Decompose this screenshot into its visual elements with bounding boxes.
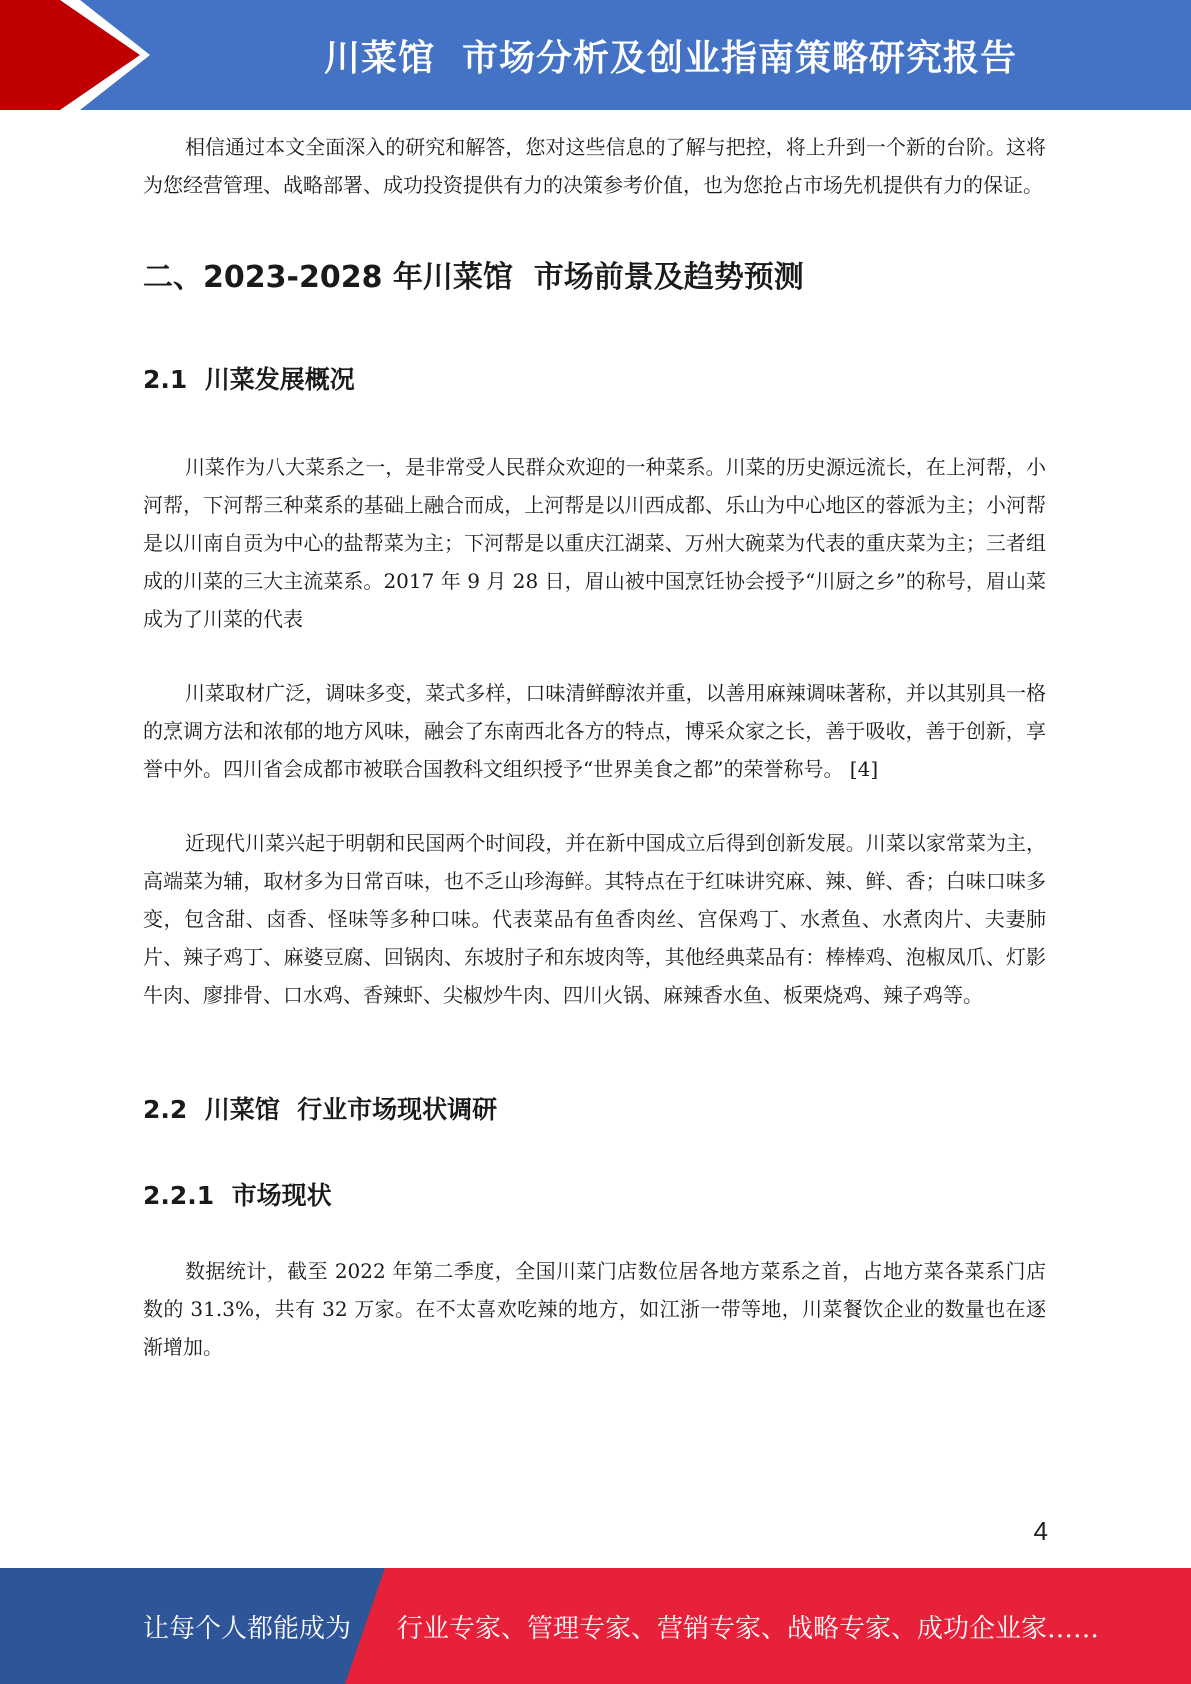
section-2-2-1-heading: 2.2.1 市场现状 [143,1181,332,1210]
paragraph-2-1-b: 川菜取材广泛，调味多变，菜式多样，口味清鲜醇浓并重，以善用麻辣调味著称，并以其别具一格的烹调方法和浓郁的地方风味，融会了东南西北各方的特点，博采众家之长，善于吸收，善于创新，享誉中外。四川省会成都市被联合国教科文组织授予“世界美食之都”的荣誉称号。 [4] [143,681,1046,781]
page-number: 4 [1033,1516,1048,1546]
page-header [0,0,1191,110]
intro-paragraph: 相信通过本文全面深入的研究和解答，您对这些信息的了解与把控，将上升到一个新的台阶。这将为您经营管理、战略部署、成功投资提供有力的决策参考价值，也为您抢占市场先机提供有力的保证。 [143,135,1046,197]
paragraph-2-1-c: 近现代川菜兴起于明朝和民国两个时间段，并在新中国成立后得到创新发展。川菜以家常菜为主，高端菜为辅，取材多为日常百味，也不乏山珍海鲜。其特点在于红味讲究麻、辣、鲜、香；白味口味多变，包含甜、卤香、怪味等多种口味。代表菜品有鱼香肉丝、宫保鸡丁、水煮鱼、水煮肉片、夫妻肺片、辣子鸡丁、麻婆豆腐、回锅肉、东坡肘子和东坡肉等，其他经典菜品有：棒棒鸡、泡椒凤爪、灯影牛肉、廖排骨、口水鸡、香辣虾、尖椒炒牛肉、四川火锅、麻辣香水鱼、板栗烧鸡、辣子鸡等。 [143,831,1046,1007]
section-2-2-heading: 2.2 川菜馆 行业市场现状调研 [143,1095,498,1124]
paragraph-2-2-1: 数据统计，截至 2022 年第二季度，全国川菜门店数位居各地方菜系之首，占地方菜各菜系门店数的 31.3%，共有 32 万家。在不太喜欢吃辣的地方，如江浙一带等地，川菜餐饮企业的数量也在逐渐增加。 [143,1259,1046,1359]
footer-slogan-left: 让每个人都能成为 [143,1613,352,1644]
document-body [143,128,1046,1366]
section-2-1-heading: 2.1 川菜发展概况 [143,365,355,394]
paragraph-2-1-a: 川菜作为八大菜系之一，是非常受人民群众欢迎的一种菜系。川菜的历史源远流长，在上河帮，小河帮，下河帮三种菜系的基础上融合而成，上河帮是以川西成都、乐山为中心地区的蓉派为主；小河帮是以川南自贡为中心的盐帮菜为主；下河帮是以重庆江湖菜、万州大碗菜为代表的重庆菜为主；三者组成的川菜的三大主流菜系。2017 年 9 月 28 日，眉山被中国烹饪协会授予“川厨之乡”的称号，眉山菜成为了川菜的代表 [143,455,1046,631]
chevron-arrow-icon [0,0,160,110]
page-footer [0,1568,1191,1684]
section-2-heading: 二、2023-2028 年川菜馆 市场前景及趋势预测 [143,260,804,295]
footer-slogan-right: 行业专家、管理专家、营销专家、战略专家、成功企业家…… [397,1613,1100,1644]
report-title: 川菜馆 市场分析及创业指南策略研究报告 [323,37,1018,79]
